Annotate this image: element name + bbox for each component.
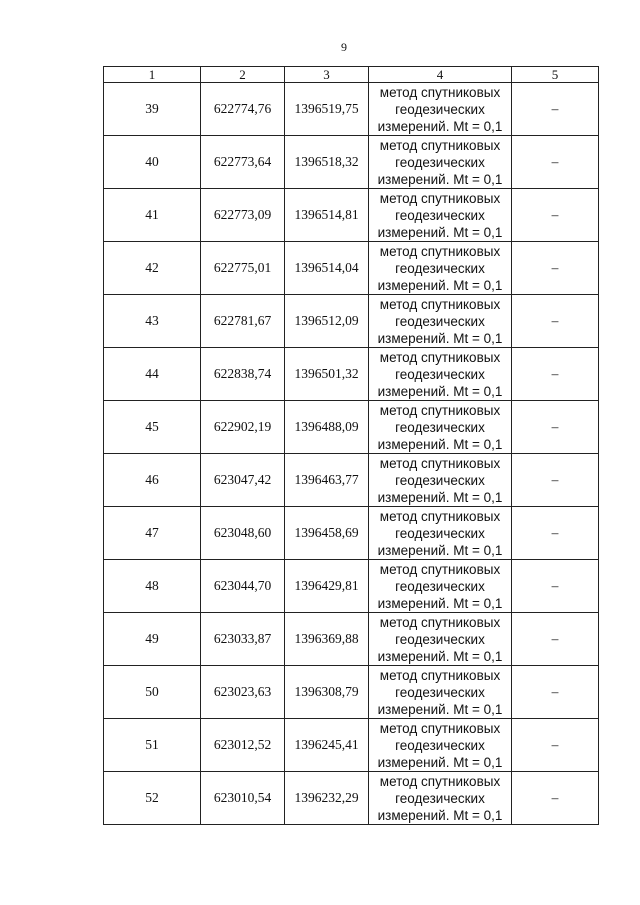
method-line: измерений. Mt = 0,1 [377,542,503,558]
method-line: измерений. Mt = 0,1 [377,436,503,452]
method-cell [369,348,512,401]
method-line: метод спутниковых [379,561,501,577]
table-row [104,719,599,772]
column-header: 4 [369,67,512,83]
y-coordinate-cell: 1396501,32 [285,348,369,401]
table-row [104,136,599,189]
method-line: геодезических [395,154,485,170]
method-line: геодезических [395,101,485,117]
x-coordinate-cell: 622773,09 [201,189,285,242]
note-cell: – [512,772,599,825]
point-number-cell: 42 [104,242,201,295]
x-coordinate-cell: 623033,87 [201,613,285,666]
method-line: метод спутниковых [379,296,501,312]
table-row [104,401,599,454]
point-number-cell: 49 [104,613,201,666]
method-line: измерений. Mt = 0,1 [377,595,503,611]
method-line: измерений. Mt = 0,1 [377,383,503,399]
note-cell: – [512,560,599,613]
method-line: измерений. Mt = 0,1 [377,224,503,240]
method-line: геодезических [395,366,485,382]
table-row [104,348,599,401]
y-coordinate-cell: 1396514,04 [285,242,369,295]
method-cell [369,613,512,666]
method-line: метод спутниковых [379,773,501,789]
note-cell: – [512,613,599,666]
method-cell [369,83,512,136]
method-line: метод спутниковых [379,455,501,471]
y-coordinate-cell: 1396369,88 [285,613,369,666]
column-header: 2 [201,67,285,83]
note-cell: – [512,189,599,242]
table-row [104,613,599,666]
x-coordinate-cell: 623012,52 [201,719,285,772]
method-cell [369,189,512,242]
method-line: измерений. Mt = 0,1 [377,171,503,187]
method-line: измерений. Mt = 0,1 [377,277,503,293]
x-coordinate-cell: 623047,42 [201,454,285,507]
note-cell: – [512,507,599,560]
method-line: геодезических [395,207,485,223]
y-coordinate-cell: 1396463,77 [285,454,369,507]
method-cell [369,507,512,560]
y-coordinate-cell: 1396519,75 [285,83,369,136]
x-coordinate-cell: 622773,64 [201,136,285,189]
x-coordinate-cell: 623048,60 [201,507,285,560]
y-coordinate-cell: 1396512,09 [285,295,369,348]
note-cell: – [512,401,599,454]
method-line: метод спутниковых [379,137,501,153]
point-number-cell: 46 [104,454,201,507]
method-line: измерений. Mt = 0,1 [377,648,503,664]
point-number-cell: 43 [104,295,201,348]
method-line: метод спутниковых [379,614,501,630]
method-line: измерений. Mt = 0,1 [377,701,503,717]
x-coordinate-cell: 623010,54 [201,772,285,825]
note-cell: – [512,719,599,772]
point-number-cell: 39 [104,83,201,136]
note-cell: – [512,242,599,295]
method-line: измерений. Mt = 0,1 [377,807,503,823]
method-line: метод спутниковых [379,84,501,100]
x-coordinate-cell: 623044,70 [201,560,285,613]
method-line: геодезических [395,260,485,276]
x-coordinate-cell: 623023,63 [201,666,285,719]
coordinates-table [103,66,599,825]
method-line: геодезических [395,790,485,806]
x-coordinate-cell: 622902,19 [201,401,285,454]
table-row [104,295,599,348]
y-coordinate-cell: 1396518,32 [285,136,369,189]
method-cell [369,136,512,189]
y-coordinate-cell: 1396488,09 [285,401,369,454]
note-cell: – [512,348,599,401]
table-row [104,772,599,825]
method-line: метод спутниковых [379,349,501,365]
table-row [104,454,599,507]
point-number-cell: 48 [104,560,201,613]
y-coordinate-cell: 1396308,79 [285,666,369,719]
method-cell [369,666,512,719]
note-cell: – [512,83,599,136]
method-line: измерений. Mt = 0,1 [377,489,503,505]
method-cell [369,560,512,613]
point-number-cell: 45 [104,401,201,454]
point-number-cell: 50 [104,666,201,719]
method-line: геодезических [395,684,485,700]
method-line: метод спутниковых [379,402,501,418]
table-row [104,507,599,560]
table-row [104,189,599,242]
column-header: 5 [512,67,599,83]
method-line: геодезических [395,631,485,647]
method-cell [369,719,512,772]
method-line: геодезических [395,578,485,594]
point-number-cell: 41 [104,189,201,242]
method-cell [369,772,512,825]
y-coordinate-cell: 1396458,69 [285,507,369,560]
method-line: геодезических [395,472,485,488]
note-cell: – [512,136,599,189]
table-header-row [104,67,599,83]
note-cell: – [512,295,599,348]
method-line: измерений. Mt = 0,1 [377,754,503,770]
y-coordinate-cell: 1396245,41 [285,719,369,772]
y-coordinate-cell: 1396514,81 [285,189,369,242]
point-number-cell: 44 [104,348,201,401]
x-coordinate-cell: 622781,67 [201,295,285,348]
method-cell [369,242,512,295]
method-line: геодезических [395,419,485,435]
table-row [104,666,599,719]
x-coordinate-cell: 622838,74 [201,348,285,401]
method-line: метод спутниковых [379,243,501,259]
y-coordinate-cell: 1396232,29 [285,772,369,825]
page-number: 9 [341,40,347,54]
method-line: геодезических [395,313,485,329]
method-line: метод спутниковых [379,190,501,206]
point-number-cell: 51 [104,719,201,772]
point-number-cell: 40 [104,136,201,189]
note-cell: – [512,666,599,719]
method-line: метод спутниковых [379,667,501,683]
method-cell [369,401,512,454]
method-line: измерений. Mt = 0,1 [377,330,503,346]
y-coordinate-cell: 1396429,81 [285,560,369,613]
column-header: 1 [104,67,201,83]
x-coordinate-cell: 622775,01 [201,242,285,295]
method-line: измерений. Mt = 0,1 [377,118,503,134]
method-line: геодезических [395,737,485,753]
table-row [104,83,599,136]
method-line: метод спутниковых [379,508,501,524]
point-number-cell: 47 [104,507,201,560]
method-line: метод спутниковых [379,720,501,736]
method-cell [369,454,512,507]
method-line: геодезических [395,525,485,541]
method-cell [369,295,512,348]
note-cell: – [512,454,599,507]
column-header: 3 [285,67,369,83]
table-row [104,560,599,613]
table-row [104,242,599,295]
x-coordinate-cell: 622774,76 [201,83,285,136]
point-number-cell: 52 [104,772,201,825]
